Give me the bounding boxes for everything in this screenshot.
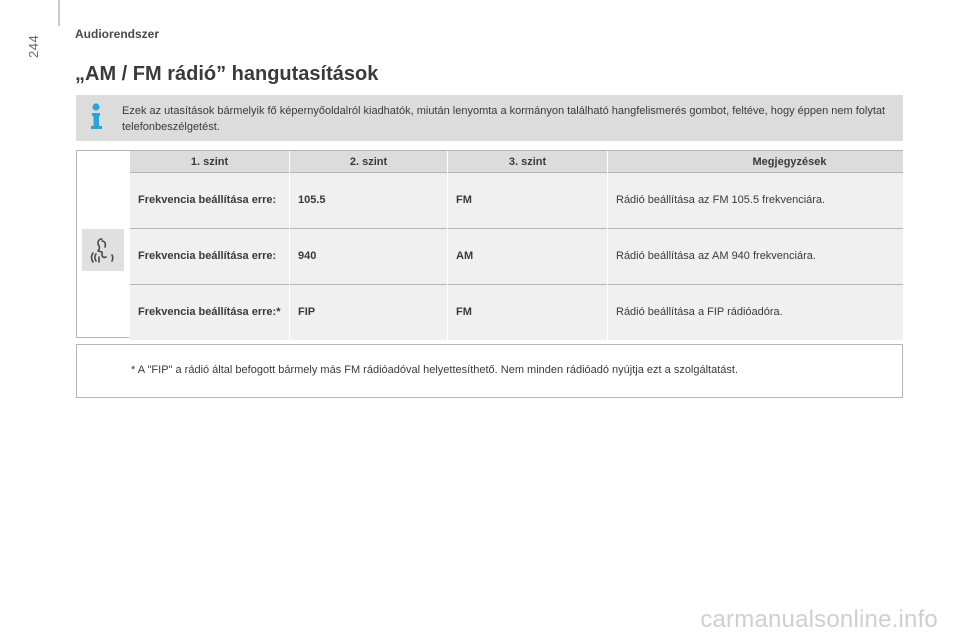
- table-row: [130, 285, 903, 341]
- cell-level-3: FM: [448, 285, 608, 341]
- table-row: [130, 229, 903, 285]
- page-edge-rule: [58, 0, 60, 26]
- table-header-row: [130, 151, 903, 173]
- voice-command-table-container: [76, 150, 903, 338]
- column-header-level-2: 2. szint: [290, 151, 448, 173]
- voice-command-table: [129, 151, 903, 340]
- cell-notes: Rádió beállítása az AM 940 frekvenciára.: [608, 229, 903, 285]
- cell-level-3: AM: [448, 229, 608, 285]
- column-header-level-3: 3. szint: [448, 151, 608, 173]
- footnote-text: * A "FIP" a rádió által befogott bármely más FM rádióadóval helyettesíthető. Nem minden rádióadó nyújtja ezt a szolgáltatást.: [131, 364, 739, 376]
- watermark: carmanualsonline.info: [700, 606, 938, 633]
- table-row: [130, 173, 903, 229]
- table-icon-column: [77, 151, 129, 337]
- cell-notes: Rádió beállítása az FM 105.5 frekvenciára.: [608, 173, 903, 229]
- cell-level-3: FM: [448, 173, 608, 229]
- cell-level-2: FIP: [290, 285, 448, 341]
- page-number: 244: [26, 34, 41, 58]
- cell-level-2: 105.5: [290, 173, 448, 229]
- column-header-notes: Megjegyzések: [608, 151, 903, 173]
- page-title: „AM / FM rádió” hangutasítások: [75, 63, 379, 85]
- info-note: [76, 95, 903, 141]
- voice-command-icon: [82, 229, 124, 271]
- cell-level-1: Frekvencia beállítása erre:: [130, 173, 290, 229]
- cell-notes: Rádió beállítása a FIP rádióadóra.: [608, 285, 903, 341]
- cell-level-1: Frekvencia beállítása erre:*: [130, 285, 290, 341]
- cell-level-2: 940: [290, 229, 448, 285]
- voice-command-icon-box: [82, 229, 124, 271]
- column-header-level-1: 1. szint: [130, 151, 290, 173]
- info-text: Ezek az utasítások bármelyik fő képernyőoldalról kiadhatók, miután lenyomta a kormányon található hangfelismerés gombot, feltéve, hogy éppen nem folytat telefonbeszélgetést.: [122, 105, 886, 133]
- section-label: Audiorendszer: [75, 27, 160, 41]
- footnote: [76, 344, 903, 398]
- cell-level-1: Frekvencia beállítása erre:: [130, 229, 290, 285]
- info-icon: [85, 102, 107, 132]
